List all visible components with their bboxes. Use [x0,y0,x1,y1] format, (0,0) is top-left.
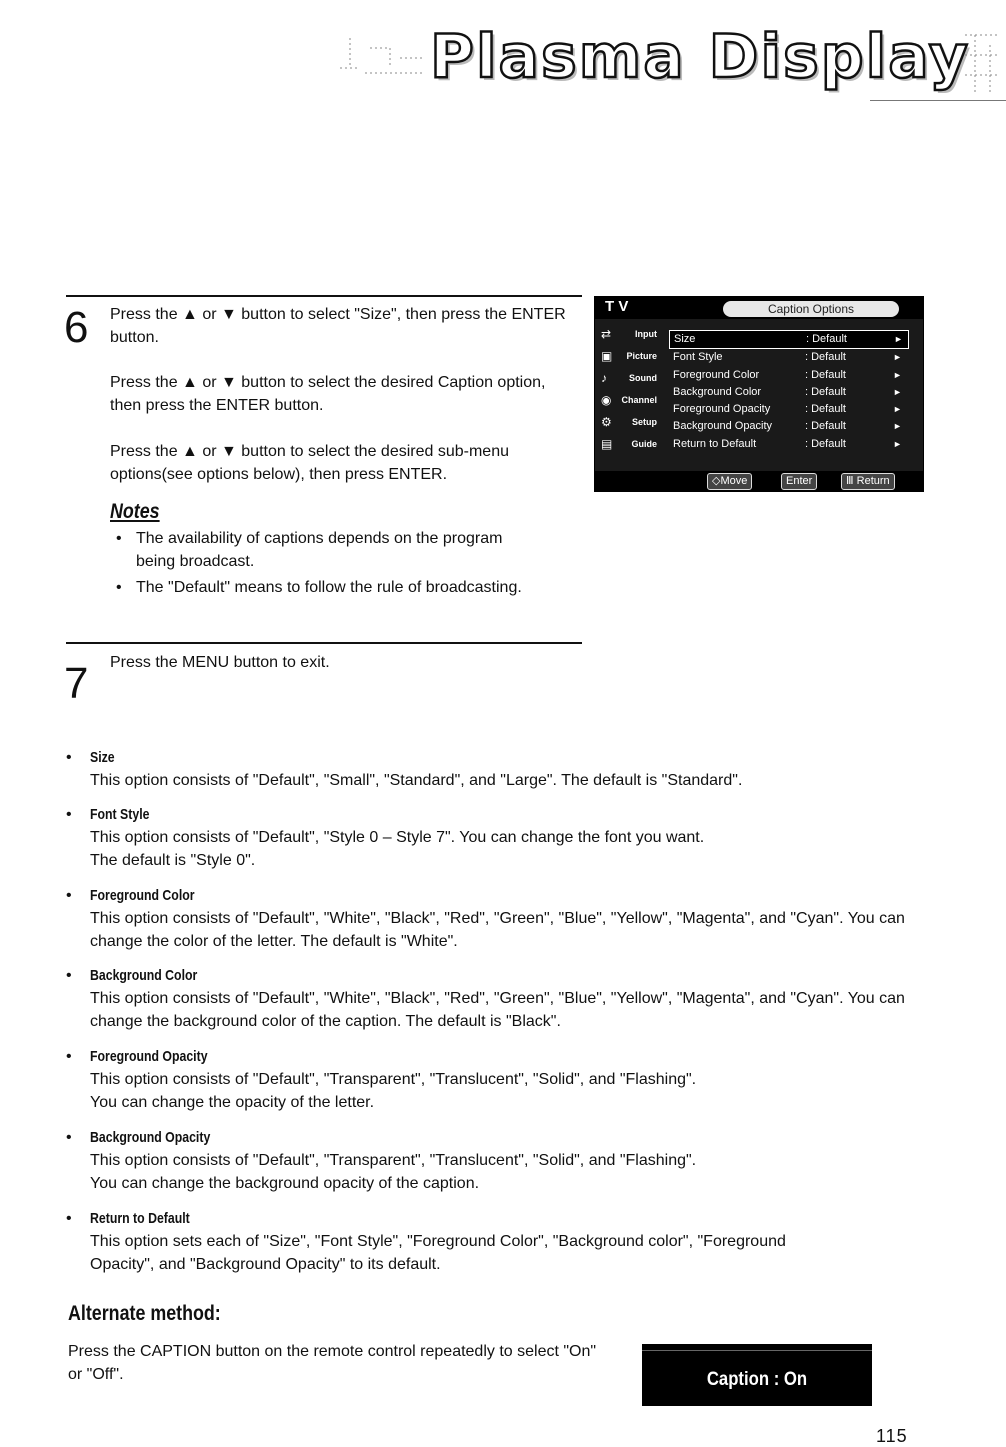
option-size [68,747,928,792]
bullet-icon: • [66,1210,72,1227]
menu-row-font-style[interactable]: Font Style : Default ► [669,349,909,366]
option-title: Background Color [90,967,198,984]
menu-side-guide[interactable]: ▤ Guide [595,433,667,455]
option-title: Size [90,749,115,766]
option-background-opacity [68,1127,928,1195]
step7-rule [66,642,582,644]
alternate-method-text: Press the CAPTION button on the remote control repeatedly to select "On" or "Off". [68,1343,597,1383]
step6-number: 6 [64,303,89,352]
arrow-right-icon: ► [894,334,903,344]
header-rule [870,100,1006,101]
step6-paragraph-2: Press the ▲ or ▼ button to select the desired Caption option, then press the ENTER button. [110,374,546,414]
page-number: 115 [876,1426,908,1446]
menu-row-background-color[interactable]: Background Color : Default ► [669,384,909,401]
menu-side-input[interactable]: ⇄ Input [595,323,667,345]
caption-on-display [642,1344,872,1406]
picture-icon: ▣ [601,349,613,363]
bullet-icon: • [66,749,72,766]
bullet-icon: • [66,887,72,904]
input-icon: ⇄ [601,327,612,341]
option-return-to-default [68,1208,928,1276]
option-font-style [68,804,928,872]
menu-return-button[interactable]: Ⅲ Return [841,473,895,490]
option-title: Font Style [90,806,150,823]
header-title: Plasma Display [430,22,970,92]
menu-title: Caption Options [723,301,899,317]
option-description: This option consists of "Default", "Transparent", "Translucent", "Solid", and "Flashing". You can change the background opacity of the caption. [90,1152,697,1192]
bullet-icon: • [66,967,72,984]
menu-side-setup[interactable]: ⚙ Setup [595,411,667,433]
menu-side-sound[interactable]: ♪ Sound [595,367,667,389]
menu-rows [669,330,909,453]
menu-row-return-to-default[interactable]: Return to Default : Default ► [669,436,909,453]
channel-icon: ◉ [601,393,612,407]
option-foreground-opacity [68,1046,928,1114]
option-foreground-color [68,885,928,953]
caption-options-menu [594,296,924,492]
sound-icon: ♪ [601,371,607,385]
menu-enter-button[interactable]: Enter [781,473,817,490]
option-background-color [68,965,928,1033]
option-description: This option consists of "Default", "White", "Black", "Red", "Green", "Blue", "Yellow", "Magenta", and "Cyan". You can change the background color of the caption. The default is "Black". [90,990,905,1030]
bullet-icon: • [66,1048,72,1065]
alternate-method-title: Alternate method: [68,1302,221,1325]
option-title: Background Opacity [90,1129,211,1146]
header-decoration-left-icon [330,28,430,78]
menu-row-foreground-opacity[interactable]: Foreground Opacity : Default ► [669,401,909,418]
header-decoration-right-icon [945,25,1005,105]
step7-text: Press the MENU button to exit. [110,654,330,671]
arrow-right-icon: ► [893,404,902,415]
menu-top-bar [595,297,923,319]
menu-tv-label: T V [605,298,629,315]
option-title: Foreground Color [90,887,195,904]
menu-side-picture[interactable]: ▣ Picture [595,345,667,367]
menu-row-foreground-color[interactable]: Foreground Color : Default ► [669,367,909,384]
option-description: This option consists of "Default", "Transparent", "Translucent", "Solid", and "Flashing". You can change the opacity of the letter. [90,1071,697,1111]
option-description: This option sets each of "Size", "Font Style", "Foreground Color", "Background color", "Foreground Opacity", and "Background Opacity" to its default. [90,1233,786,1273]
menu-sidebar [595,323,667,455]
setup-icon: ⚙ [601,415,612,429]
menu-side-channel[interactable]: ◉ Channel [595,389,667,411]
step7-number: 7 [64,659,89,708]
arrow-right-icon: ► [893,352,902,363]
caption-label: Caption : On [706,1369,808,1390]
option-description: This option consists of "Default", "Small", "Standard", and "Large". The default is "Standard". [90,772,743,789]
step6-rule [66,295,582,297]
step6-paragraph-3: Press the ▲ or ▼ button to select the desired sub-menu options(see options below), then press ENTER. [110,443,509,483]
menu-bottom-bar [595,471,923,491]
option-title: Foreground Opacity [90,1048,208,1065]
arrow-right-icon: ► [893,438,902,449]
arrow-right-icon: ► [893,421,902,432]
option-description: This option consists of "Default", "Style 0 – Style 7". You can change the font you want. The default is "Style 0". [90,829,705,869]
note-item: • The "Default" means to follow the rule of broadcasting. [110,576,536,599]
bullet-icon: • [66,806,72,823]
caption-box-top-edge [642,1344,872,1351]
option-title: Return to Default [90,1210,190,1227]
step6-paragraph-1: Press the ▲ or ▼ button to select "Size", then press the ENTER button. [110,306,566,346]
menu-row-size[interactable]: Size : Default ► [669,330,909,349]
arrow-right-icon: ► [893,386,902,397]
arrow-right-icon: ► [893,369,902,380]
menu-move-button[interactable]: ◇Move [707,473,752,490]
option-description: This option consists of "Default", "White", "Black", "Red", "Green", "Blue", "Yellow", "Magenta", and "Cyan". You can change the color of the letter. The default is "White". [90,910,905,950]
notes-title: Notes [110,500,160,523]
guide-icon: ▤ [601,437,613,451]
note-item: • The availability of captions depends on the program being broadcast. [110,527,536,573]
menu-row-background-opacity[interactable]: Background Opacity : Default ► [669,418,909,435]
bullet-icon: • [66,1129,72,1146]
